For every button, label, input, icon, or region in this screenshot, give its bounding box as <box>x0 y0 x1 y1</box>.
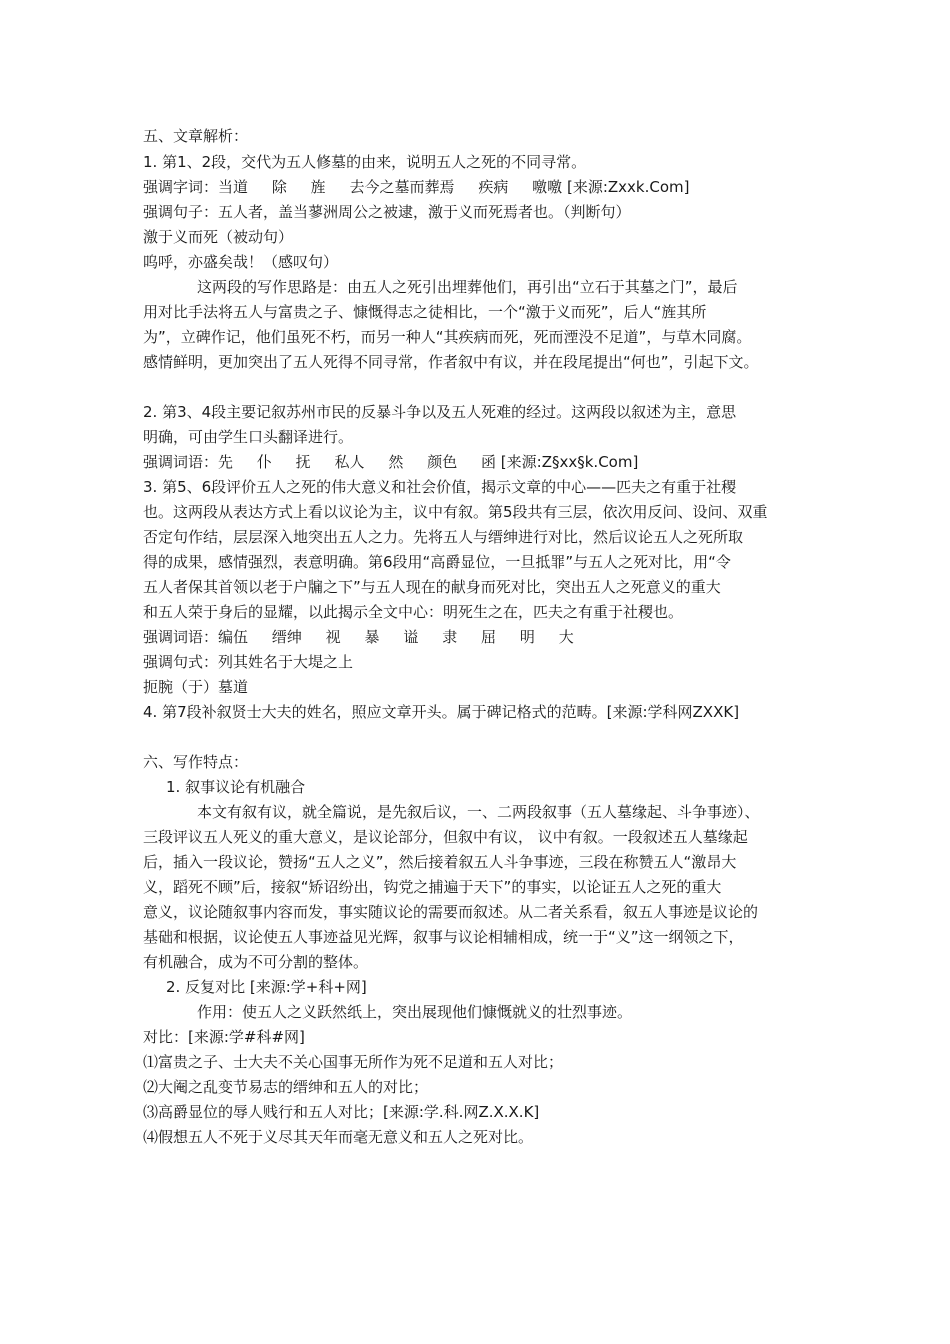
paragraph-3-line-1: 3. 第5、6段评价五人之死的伟大意义和社会价值，揭示文章的中心——匹夫之有重于社稷 <box>143 478 737 496</box>
emphasis-sentence-1: 强调句子：五人者，盖当蓼洲周公之被逮，激于义而死焉者也。（判断句） <box>143 203 631 221</box>
item-1-line-7: 有机融合，成为不可分割的整体。 <box>143 953 369 971</box>
item-1-line-3: 后，插入一段议论，赞扬“五人之义”，然后接着叙五人斗争事迹，三段在称赞五人“激昂大 <box>143 853 737 871</box>
paragraph-2-line-2: 明确，可由学生口头翻译进行。 <box>143 428 354 446</box>
item-2-title: 2. 反复对比 [来源:学+科+网] <box>166 978 367 996</box>
item-1-line-6: 基础和根据，议论使五人事迹益见光辉，叙事与议论相辅相成，统一于“义”这一纲领之下， <box>143 928 744 946</box>
contrast-item-4: ⑷假想五人不死于义尽其天年而毫无意义和五人之死对比。 <box>143 1128 534 1146</box>
paragraph-1: 1. 第1、2段，交代为五人修墓的由来，说明五人之死的不同寻常。 <box>143 153 587 171</box>
contrast-label: 对比：[来源:学#科#网] <box>143 1028 305 1046</box>
section-5-heading: 五、文章解析： <box>143 127 249 145</box>
emphasis-pattern-1: 强调句式：列其姓名于大堤之上 <box>143 653 354 671</box>
section-6-heading: 六、写作特点： <box>143 753 249 771</box>
paragraph-2-line-1: 2. 第3、4段主要记叙苏州市民的反暴斗争以及五人死难的经过。这两段以叙述为主，意思 <box>143 403 737 421</box>
emphasis-pattern-2: 扼腕（于）墓道 <box>143 678 249 696</box>
analysis-line-1: 这两段的写作思路是：由五人之死引出埋葬他们，再引出“立石于其墓之门”，最后 <box>197 278 738 296</box>
analysis-line-2: 用对比手法将五人与富贵之子、慷慨得志之徒相比，一个“激于义而死”，后人“旌其所 <box>143 303 707 321</box>
emphasis-words-3: 强调词语：编伍 缙绅 视 暴 谥 隶 屈 明 大 <box>143 628 574 646</box>
emphasis-sentence-2: 激于义而死（被动句） <box>143 228 294 246</box>
paragraph-3-line-3: 否定句作结，层层深入地突出五人之力。先将五人与缙绅进行对比，然后议论五人之死所取 <box>143 528 744 546</box>
paragraph-3-line-2: 也。这两段从表达方式上看以议论为主，议中有叙。第5段共有三层，依次用反问、设问、双重 <box>143 503 768 521</box>
analysis-line-4: 感情鲜明，更加突出了五人死得不同寻常，作者叙中有议，并在段尾提出“何也”，引起下文。 <box>143 353 759 371</box>
emphasis-sentence-3: 呜呼，亦盛矣哉！（感叹句） <box>143 253 339 271</box>
emphasis-words-1: 强调字词：当道 除 旌 去今之墓而葬焉 疾病 噭噭 [来源:Zxxk.Com] <box>143 178 690 196</box>
item-1-line-5: 意义，议论随叙事内容而发，事实随议论的需要而叙述。从二者关系看，叙五人事迹是议论的 <box>143 903 759 921</box>
item-1-line-4: 义，蹈死不顾”后，接叙“矫诏纷出，钩党之捕遍于天下”的事实，以论证五人之死的重大 <box>143 878 722 896</box>
paragraph-3-line-4: 得的成果，感情强烈，表意明确。第6段用“高爵显位，一旦抵罪”与五人之死对比，用“令 <box>143 553 731 571</box>
item-1-line-1: 本文有叙有议，就全篇说，是先叙后议，一、二两段叙事（五人墓缘起、斗争事迹）、 <box>197 803 760 821</box>
contrast-item-3: ⑶高爵显位的辱人贱行和五人对比；[来源:学.科.网Z.X.X.K] <box>143 1103 540 1121</box>
contrast-item-2: ⑵大阉之乱变节易志的缙绅和五人的对比； <box>143 1078 429 1096</box>
item-1-line-2: 三段评议五人死义的重大意义，是议论部分，但叙中有议， 议中有叙。一段叙述五人墓缘起 <box>143 828 748 846</box>
item-2-effect: 作用：使五人之义跃然纸上，突出展现他们慷慨就义的壮烈事迹。 <box>197 1003 633 1021</box>
emphasis-words-2: 强调词语：先 仆 抚 私人 然 颜色 函 [来源:Z§xx§k.Com] <box>143 453 639 471</box>
paragraph-3-line-6: 和五人荣于身后的显耀，以此揭示全文中心：明死生之在，匹夫之有重于社稷也。 <box>143 603 684 621</box>
analysis-line-3: 为”，立碑作记，他们虽死不朽，而另一种人“其疾病而死，死而湮没不足道”，与草木同腐。 <box>143 328 752 346</box>
contrast-item-1: ⑴富贵之子、士大夫不关心国事无所作为死不足道和五人对比； <box>143 1053 564 1071</box>
item-1-title: 1. 叙事议论有机融合 <box>166 778 306 796</box>
paragraph-4: 4. 第7段补叙贤士大夫的姓名，照应文章开头。属于碑记格式的范畴。[来源:学科网ZXXK] <box>143 703 740 721</box>
paragraph-3-line-5: 五人者保其首领以老于户牖之下”与五人现在的献身而死对比，突出五人之死意义的重大 <box>143 578 721 596</box>
